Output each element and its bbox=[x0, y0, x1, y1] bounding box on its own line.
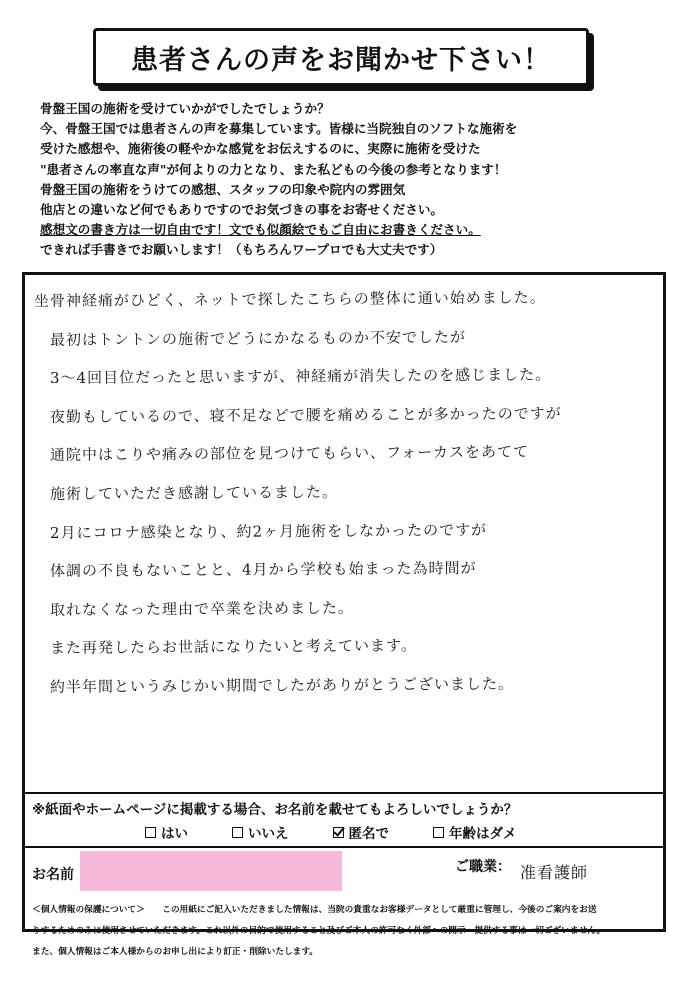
privacy-notice bbox=[32, 900, 672, 963]
intro-line: 感想文の書き方は一切自由です！文でも似顔絵でもご自由にお書きください。 bbox=[40, 222, 481, 238]
name-redaction bbox=[80, 851, 342, 891]
message-line: 通院中はこりや痛みの部位を見つけてもらい、フォーカスをあてて bbox=[49, 443, 530, 465]
intro-line: 今、骨盤王国では患者さんの声を募集しています。皆様に当院独自のソフトな施術を bbox=[40, 121, 518, 137]
divider bbox=[22, 846, 666, 848]
checkbox-anonymous-checked[interactable] bbox=[333, 827, 344, 838]
option-anonymous[interactable] bbox=[333, 822, 390, 842]
option-no-label: いいえ bbox=[248, 826, 289, 842]
intro-text bbox=[40, 99, 670, 261]
message-line: 3～4回目位だったと思いますが、神経痛が消失したのを感じました。 bbox=[49, 365, 552, 388]
message-line: 取れなくなった理由で卒業を決めました。 bbox=[49, 598, 355, 619]
message-line: 2月にコロナ感染となり、約2ヶ月施術をしなかったのですが bbox=[49, 520, 488, 542]
title-box bbox=[93, 28, 589, 86]
checkbox-yes[interactable] bbox=[145, 827, 156, 838]
occupation-value: 准看護師 bbox=[520, 863, 589, 882]
checkbox-no-age[interactable] bbox=[433, 827, 444, 838]
message-line: 坐骨神経痛がひどく、ネットで探したこちらの整体に通い始めました。 bbox=[33, 288, 546, 310]
privacy-line: ＜個人情報の保護について＞ この用紙にご記入いただきました情報は、当院の貴重なお客様データとして厳重に管理し、今後のご案内をお送 bbox=[32, 905, 597, 915]
option-yes[interactable] bbox=[145, 822, 188, 842]
intro-line: 骨盤王国の施術を受けていかがでしたでしょうか？ bbox=[40, 101, 330, 116]
intro-line: できれば手書きでお願いします！（もちろんワープロでも大丈夫です） bbox=[40, 242, 443, 258]
option-yes-label: はい bbox=[161, 826, 188, 842]
consent-question: ※紙面やホームページに掲載する場合、お名前を載せてもよろしいでしょうか？ bbox=[32, 802, 518, 818]
message-line: 体調の不良もないことと、4月から学校も始まった為時間が bbox=[49, 559, 477, 581]
consent-options bbox=[145, 822, 517, 842]
option-anonymous-label: 匿名で bbox=[348, 826, 389, 842]
message-line: 約半年間というみじかい期間でしたがありがとうございました。 bbox=[49, 674, 515, 696]
intro-line: 他店との違いなど何でもありですのでお気づきの事をお寄せください。 bbox=[40, 202, 443, 218]
name-label: お名前 bbox=[32, 867, 74, 883]
message-line: 施術していただき感謝しているました。 bbox=[49, 482, 339, 503]
message-line: また再発したらお世話になりたいと考えています。 bbox=[49, 636, 417, 658]
intro-line: 受けた感想や、施術後の軽やかな感覚をお伝えするのに、実際に施術を受けた bbox=[40, 141, 481, 157]
option-no[interactable] bbox=[232, 822, 289, 842]
message-line: 最初はトントンの施術でどうにかなるものか不安でしたが bbox=[49, 327, 467, 349]
checkbox-no[interactable] bbox=[232, 827, 243, 838]
option-no-age[interactable] bbox=[433, 822, 517, 842]
option-no-age-label: 年齢はダメ bbox=[449, 826, 517, 842]
message-line: 夜勤もしているので、寝不足などで腰を痛めることが多かったのですが bbox=[49, 404, 562, 426]
occupation-label: ご職業： bbox=[455, 859, 511, 875]
handwritten-message bbox=[33, 282, 650, 707]
page-title: 患者さんの声をお聞かせ下さい！ bbox=[131, 44, 551, 76]
intro-line: "患者さんの率直な声"が何よりの力となり、また私どもの今後の参考となります！ bbox=[40, 161, 507, 177]
privacy-line: りするためのみに使用させていただきます。これ以外の目的で使用すること及びご本人の許可なく外部への開示・提供する事は一切ございません。 bbox=[32, 926, 606, 936]
privacy-line: また、個人情報はご本人様からのお申し出により訂正・削除いたします。 bbox=[32, 947, 318, 957]
divider bbox=[22, 792, 666, 794]
intro-line: 骨盤王国の施術をうけての感想、スタッフの印象や院内の雰囲気 bbox=[40, 181, 406, 197]
